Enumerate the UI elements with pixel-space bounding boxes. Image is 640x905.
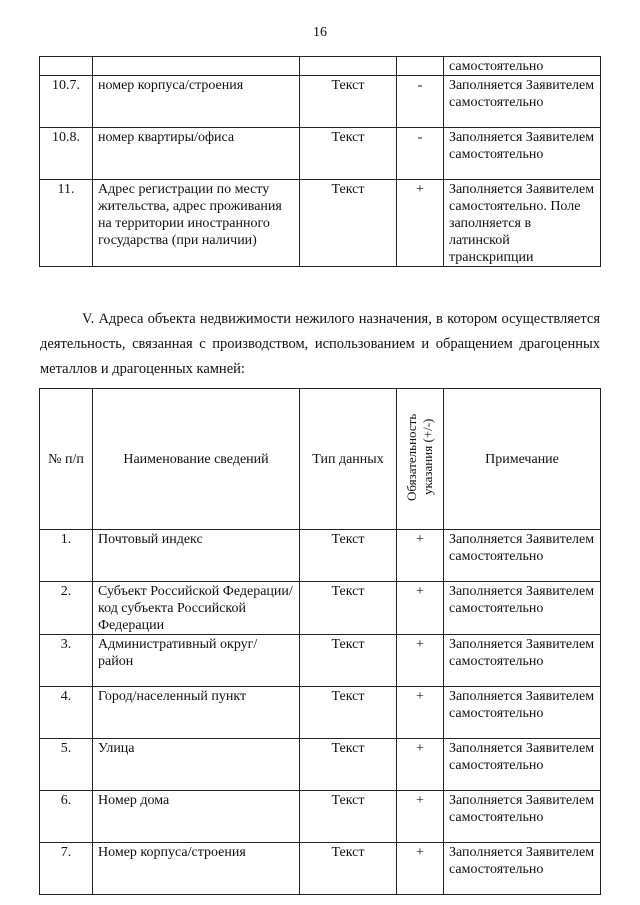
table-row xyxy=(40,180,601,267)
cell-required: - xyxy=(397,128,444,180)
cell-type: Текст xyxy=(300,530,397,582)
table-row xyxy=(40,843,601,895)
table-row xyxy=(40,76,601,128)
cell-name: Адрес регистрации по месту жительства, адрес проживания на территории иностранного государства (при наличии) xyxy=(93,180,300,267)
cell-required xyxy=(397,57,444,76)
table-header xyxy=(40,389,601,530)
cell-name: Почтовый индекс xyxy=(93,530,300,582)
cell-note: Заполняется Заявителем самостоятельно xyxy=(444,530,601,582)
cell-required: + xyxy=(397,180,444,267)
header-type: Тип данных xyxy=(300,389,397,530)
cell-name xyxy=(93,57,300,76)
cell-note: Заполняется Заявителем самостоятельно. Поле заполняется в латинской транскрипции xyxy=(444,180,601,267)
cell-num: 3. xyxy=(40,635,93,687)
cell-required: + xyxy=(397,582,444,635)
section-v-text: V. Адреса объекта недвижимости нежилого назначения, в котором осуществляется деятельность, связанная с производством, использованием и обращением драгоценных металлов и драгоценных камней: xyxy=(40,311,600,377)
cell-note: Заполняется Заявителем самостоятельно xyxy=(444,635,601,687)
cell-type: Текст xyxy=(300,687,397,739)
table-row xyxy=(40,791,601,843)
cell-type: Текст xyxy=(300,791,397,843)
cell-num: 2. xyxy=(40,582,93,635)
cell-required: + xyxy=(397,687,444,739)
cell-num: 6. xyxy=(40,791,93,843)
table-row xyxy=(40,635,601,687)
header-note: Примечание xyxy=(444,389,601,530)
cell-num xyxy=(40,57,93,76)
cell-note: Заполняется Заявителем самостоятельно xyxy=(444,739,601,791)
cell-num: 11. xyxy=(40,180,93,267)
cell-required: - xyxy=(397,76,444,128)
table-continuation xyxy=(39,56,601,267)
cell-name: Административный округ/ район xyxy=(93,635,300,687)
table-addresses xyxy=(39,388,601,895)
cell-required: + xyxy=(397,530,444,582)
table-row xyxy=(40,582,601,635)
cell-type: Текст xyxy=(300,843,397,895)
cell-name: Субъект Российской Федерации/код субъекта Российской Федерации xyxy=(93,582,300,635)
cell-note: Заполняется Заявителем самостоятельно xyxy=(444,791,601,843)
cell-required: + xyxy=(397,843,444,895)
table-row xyxy=(40,530,601,582)
cell-num: 1. xyxy=(40,530,93,582)
cell-name: Улица xyxy=(93,739,300,791)
cell-name: номер корпуса/строения xyxy=(93,76,300,128)
table-row xyxy=(40,128,601,180)
header-name: Наименование сведений xyxy=(93,389,300,530)
cell-note: Заполняется Заявителем самостоятельно xyxy=(444,582,601,635)
page-number: 16 xyxy=(313,25,327,40)
cell-num: 4. xyxy=(40,687,93,739)
cell-required: + xyxy=(397,635,444,687)
section-v-paragraph xyxy=(40,307,600,382)
cell-required: + xyxy=(397,791,444,843)
cell-num: 7. xyxy=(40,843,93,895)
cell-num: 10.7. xyxy=(40,76,93,128)
cell-name: Номер корпуса/строения xyxy=(93,843,300,895)
cell-type: Текст xyxy=(300,180,397,267)
cell-name: Номер дома xyxy=(93,791,300,843)
cell-type: Текст xyxy=(300,635,397,687)
header-required-text: Обязательность указания (+/-) xyxy=(404,413,435,501)
cell-name: Город/населенный пункт xyxy=(93,687,300,739)
cell-note: Заполняется Заявителем самостоятельно xyxy=(444,687,601,739)
cell-note: Заполняется Заявителем самостоятельно xyxy=(444,76,601,128)
cell-name: номер квартиры/офиса xyxy=(93,128,300,180)
header-required xyxy=(397,389,444,530)
cell-type xyxy=(300,57,397,76)
cell-note: Заполняется Заявителем самостоятельно xyxy=(444,843,601,895)
cell-num: 5. xyxy=(40,739,93,791)
cell-note: самостоятельно xyxy=(444,57,601,76)
table-row xyxy=(40,57,601,76)
header-num: № п/п xyxy=(40,389,93,530)
cell-type: Текст xyxy=(300,739,397,791)
cell-type: Текст xyxy=(300,76,397,128)
cell-type: Текст xyxy=(300,582,397,635)
table-row xyxy=(40,739,601,791)
table-row xyxy=(40,687,601,739)
cell-type: Текст xyxy=(300,128,397,180)
cell-note: Заполняется Заявителем самостоятельно xyxy=(444,128,601,180)
cell-num: 10.8. xyxy=(40,128,93,180)
cell-required: + xyxy=(397,739,444,791)
